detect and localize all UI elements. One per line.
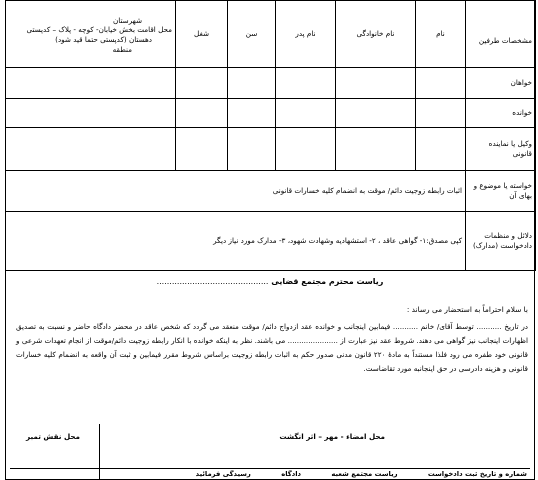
court-label: دادگاه [281,470,302,478]
complex-branch: ریاست مجتمع شعبه [331,470,398,478]
claim-label: خواسته یا موضوع و بهای آن [466,171,536,212]
addressee-title [5,277,535,286]
address-village: دهستان (کدپستی حتما قید شود) [55,35,152,44]
attorney-job-cell[interactable] [176,128,228,171]
addressee-text: ریاست محترم مجتمع قضایی [271,277,384,286]
residence-header [6,1,176,68]
plaintiff-address-cell[interactable] [6,68,176,99]
evidence-row [6,212,536,271]
address-city: شهرستان [113,15,142,25]
attorney-name-cell[interactable] [416,128,466,171]
defendant-job-cell[interactable] [176,99,228,128]
addressee-dots: ............................................ [156,277,269,286]
defendant-name-cell[interactable] [416,99,466,128]
defendant-address-cell[interactable] [6,99,176,128]
plaintiff-name-cell[interactable] [416,68,466,99]
plaintiff-father-cell[interactable] [276,68,336,99]
registration-line [13,470,527,478]
attorney-family-cell[interactable] [336,128,416,171]
signature-section [5,424,535,480]
defendant-family-cell[interactable] [336,99,416,128]
address-line [9,25,172,35]
family-header: نام خانوادگی [336,1,416,68]
plaintiff-job-cell[interactable] [176,68,228,99]
attorney-row [6,128,536,171]
residence-label: محل اقامت [137,25,172,35]
defendant-age-cell[interactable] [228,99,276,128]
defendant-father-cell[interactable] [276,99,336,128]
claim-row [6,171,536,212]
parties-table [5,0,536,271]
attorney-father-cell[interactable] [276,128,336,171]
age-header: سن [228,1,276,68]
parties-header: مشخصات طرفین [466,1,536,68]
defendant-row [6,99,536,128]
evidence-text[interactable]: کپی مصدق:۱- گواهی عاقد ، ۲- استشهادیه وشهادت شهود، ۳- مدارک مورد نیاز دیگر [6,212,466,271]
defendant-label: خوانده [466,99,536,128]
attorney-label: وکیل یا نماینده قانونی [466,128,536,171]
plaintiff-family-cell[interactable] [336,68,416,99]
bottom-divider [10,468,530,469]
petition-body: در تاریخ ........... توسط آقای/ خانم ........... فیمابین اینجانب و خوانده عقد ازدواج دائم/ موقت منعقد می گردد که شخص عاقد در محضر دادگاه حاضر و نسبت به تصدیق اظهارات اینجانب نیز گواهی می دهند. شروط عقد نیز عبارت از ...................... می باشند. نظر به اینکه خوانده با انکار رابطه زوجیت دائم/موقت از انجام تعهدات شرعی و قانونی خود طفره می رود فلذا مستنداً به مادهٔ ۲۲۰ قانون مدنی صدور حکم به اثبات رابطه زوجیت براساس شروط مقرر فیمابین و ثبت آن واقعه به انضمام کلیه خسارات قانونی و هزینه دادرسی در حق اینجانبه مورد تقاضاست. [16,322,528,373]
name-header: نام [416,1,466,68]
attorney-address-cell[interactable] [6,128,176,171]
header-row [6,1,536,68]
job-header: شغل [176,1,228,68]
evidence-label: دلائل و منظمات دادخواست (مدارک) [466,212,536,271]
father-header: نام پدر [276,1,336,68]
signature-area[interactable]: محل امضاء - مهر – اثر انگشت [279,432,385,441]
registration-number: شماره و تاریخ ثبت دادخواست [427,470,527,478]
review-order: رسیدگی فرمائید [195,470,251,478]
plaintiff-row [6,68,536,99]
claim-text[interactable]: اثبات رابطه زوجیت دائم/ موقت به انضمام کلیه خسارات قانونی [6,171,466,212]
plaintiff-label: خواهان [466,68,536,99]
plaintiff-age-cell[interactable] [228,68,276,99]
attorney-age-cell[interactable] [228,128,276,171]
stamp-area[interactable]: محل نقش تمبر [25,432,80,441]
address-region: منطقه [112,44,132,54]
address-street: بخش خیابان- کوچه - پلاک – کدپستی [26,25,135,35]
greeting-line: با سلام احتراماً به استحضار می رساند : [406,305,528,314]
